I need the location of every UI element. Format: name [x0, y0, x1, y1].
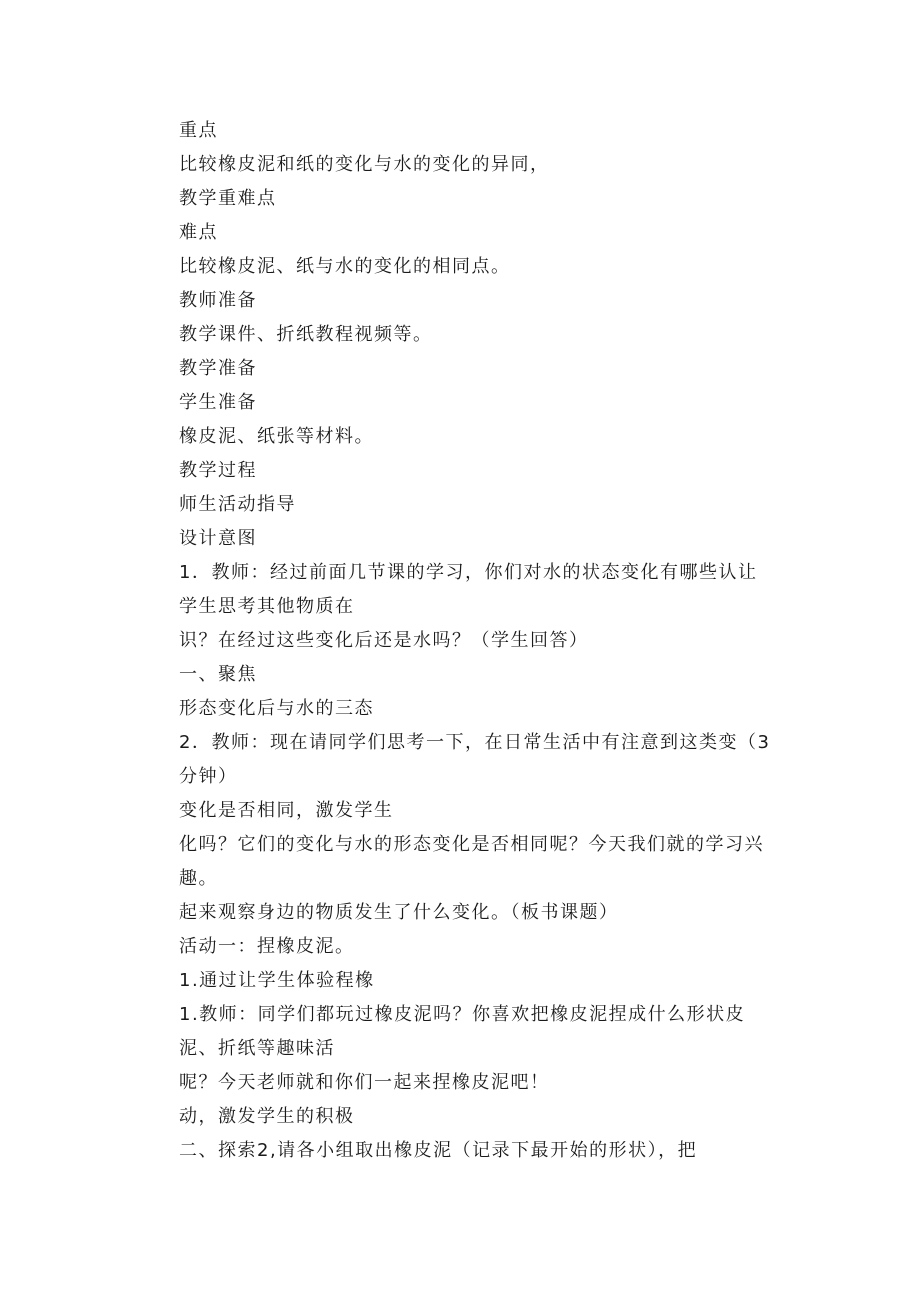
text-line: 1.教师：同学们都玩过橡皮泥吗？你喜欢把橡皮泥捏成什么形状皮: [179, 1004, 746, 1025]
text-line: 比较橡皮泥和纸的变化与水的变化的异同，: [179, 154, 550, 175]
text-line: 活动一：捏橡皮泥。: [179, 936, 355, 957]
text-line: 教学课件、折纸教程视频等。: [179, 324, 433, 345]
text-line: 1．教师：经过前面几节课的学习，你们对水的状态变化有哪些认让: [179, 562, 758, 583]
text-line: 橡皮泥、纸张等材料。: [179, 426, 374, 447]
text-line: 教学重难点: [179, 188, 277, 209]
text-line: 师生活动指导: [179, 494, 296, 515]
text-line: 形态变化后与水的三态: [179, 698, 374, 719]
text-line: 二、探索2,请各小组取出橡皮泥（记录下最开始的形状），把: [179, 1140, 698, 1161]
text-line: 泥、折纸等趣味活: [179, 1038, 335, 1059]
text-line: 教学过程: [179, 460, 257, 481]
text-line: 一、聚焦: [179, 664, 257, 685]
text-line: 学生思考其他物质在: [179, 596, 355, 617]
text-line: 教师准备: [179, 290, 257, 311]
text-line: 教学准备: [179, 358, 257, 379]
text-line: 分钟）: [179, 766, 238, 787]
text-line: 起来观察身边的物质发生了什么变化。（板书课题）: [179, 902, 619, 923]
text-line: 学生准备: [179, 392, 257, 413]
text-line: 2．教师：现在请同学们思考一下，在日常生活中有注意到这类变（3: [179, 732, 771, 753]
text-line: 动，激发学生的积极: [179, 1106, 355, 1127]
text-line: 难点: [179, 222, 218, 243]
text-line: 重点: [179, 120, 218, 141]
text-line: 1.通过让学生体验程橡: [179, 970, 375, 991]
text-line: 识？在经过这些变化后还是水吗？（学生回答）: [179, 630, 589, 651]
text-line: 呢？今天老师就和你们一起来捏橡皮泥吧！: [179, 1072, 550, 1093]
text-line: 趣。: [179, 868, 218, 889]
text-line: 变化是否相同，激发学生: [179, 800, 394, 821]
text-line: 化吗？它们的变化与水的形态变化是否相同呢？今天我们就的学习兴: [179, 834, 764, 855]
text-line: 比较橡皮泥、纸与水的变化的相同点。: [179, 256, 511, 277]
text-line: 设计意图: [179, 528, 257, 549]
document-body: [179, 114, 819, 1168]
